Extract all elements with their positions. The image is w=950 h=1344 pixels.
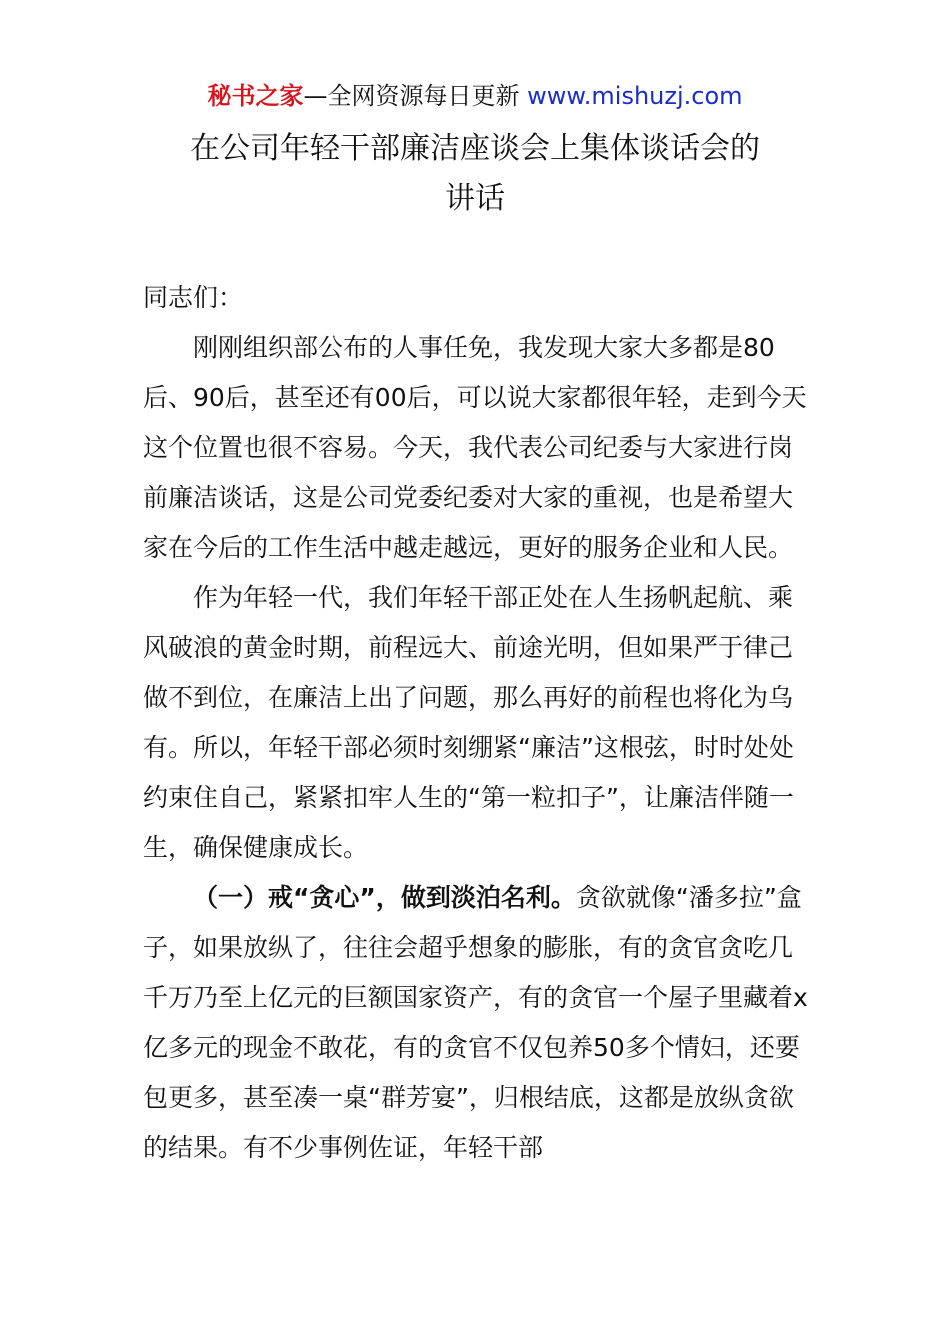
paragraph-1: 刚刚组织部公布的人事任免，我发现大家大多都是80后、90后，甚至还有00后，可以说大家都很年轻，走到今天这个位置也很不容易。今天，我代表公司纪委与大家进行岗前廉洁谈话，这是公司党委纪委对大家的重视，也是希望大家在今后的工作生活中越走越远，更好的服务企业和人民。 <box>143 333 807 562</box>
title-line-2: 讲话 <box>445 181 505 216</box>
paragraph-2: 作为年轻一代，我们年轻干部正处在人生扬帆起航、乘风破浪的黄金时期，前程远大、前途光明，但如果严于律己做不到位，在廉洁上出了问题，那么再好的前程也将化为乌有。所以，年轻干部必须时刻绷紧“廉洁”这根弦，时时处处约束住自己，紧紧扣牢人生的“第一粒扣子”，让廉洁伴随一生，确保健康成长。 <box>143 583 794 862</box>
site-header <box>0 80 950 112</box>
header-tagline: —全网资源每日更新 <box>303 82 528 110</box>
salutation: 同志们： <box>143 283 244 312</box>
document-title <box>0 124 950 224</box>
paragraph-3-text: 贪欲就像“潘多拉”盒子，如果放纵了，往往会超乎想象的膨胀，有的贪官贪吃几千万乃至上亿元的巨额国家资产，有的贪官一个屋子里藏着x亿多元的现金不敢花，有的贪官不仅包养50多个情妇，还要包更多，甚至凑一桌“群芳宴”，归根结底，这都是放纵贪欲的结果。有不少事例佐证，年轻干部 <box>143 883 808 1162</box>
section-heading: （一）戒“贪心”，做到淡泊名利。 <box>193 883 576 912</box>
brand-name: 秘书之家 <box>207 82 304 110</box>
title-line-1: 在公司年轻干部廉洁座谈会上集体谈话会的 <box>190 131 760 166</box>
site-url-link[interactable]: www.mishuzj.com <box>527 82 743 110</box>
paragraph-3 <box>143 873 810 1173</box>
document-body <box>143 273 810 1173</box>
